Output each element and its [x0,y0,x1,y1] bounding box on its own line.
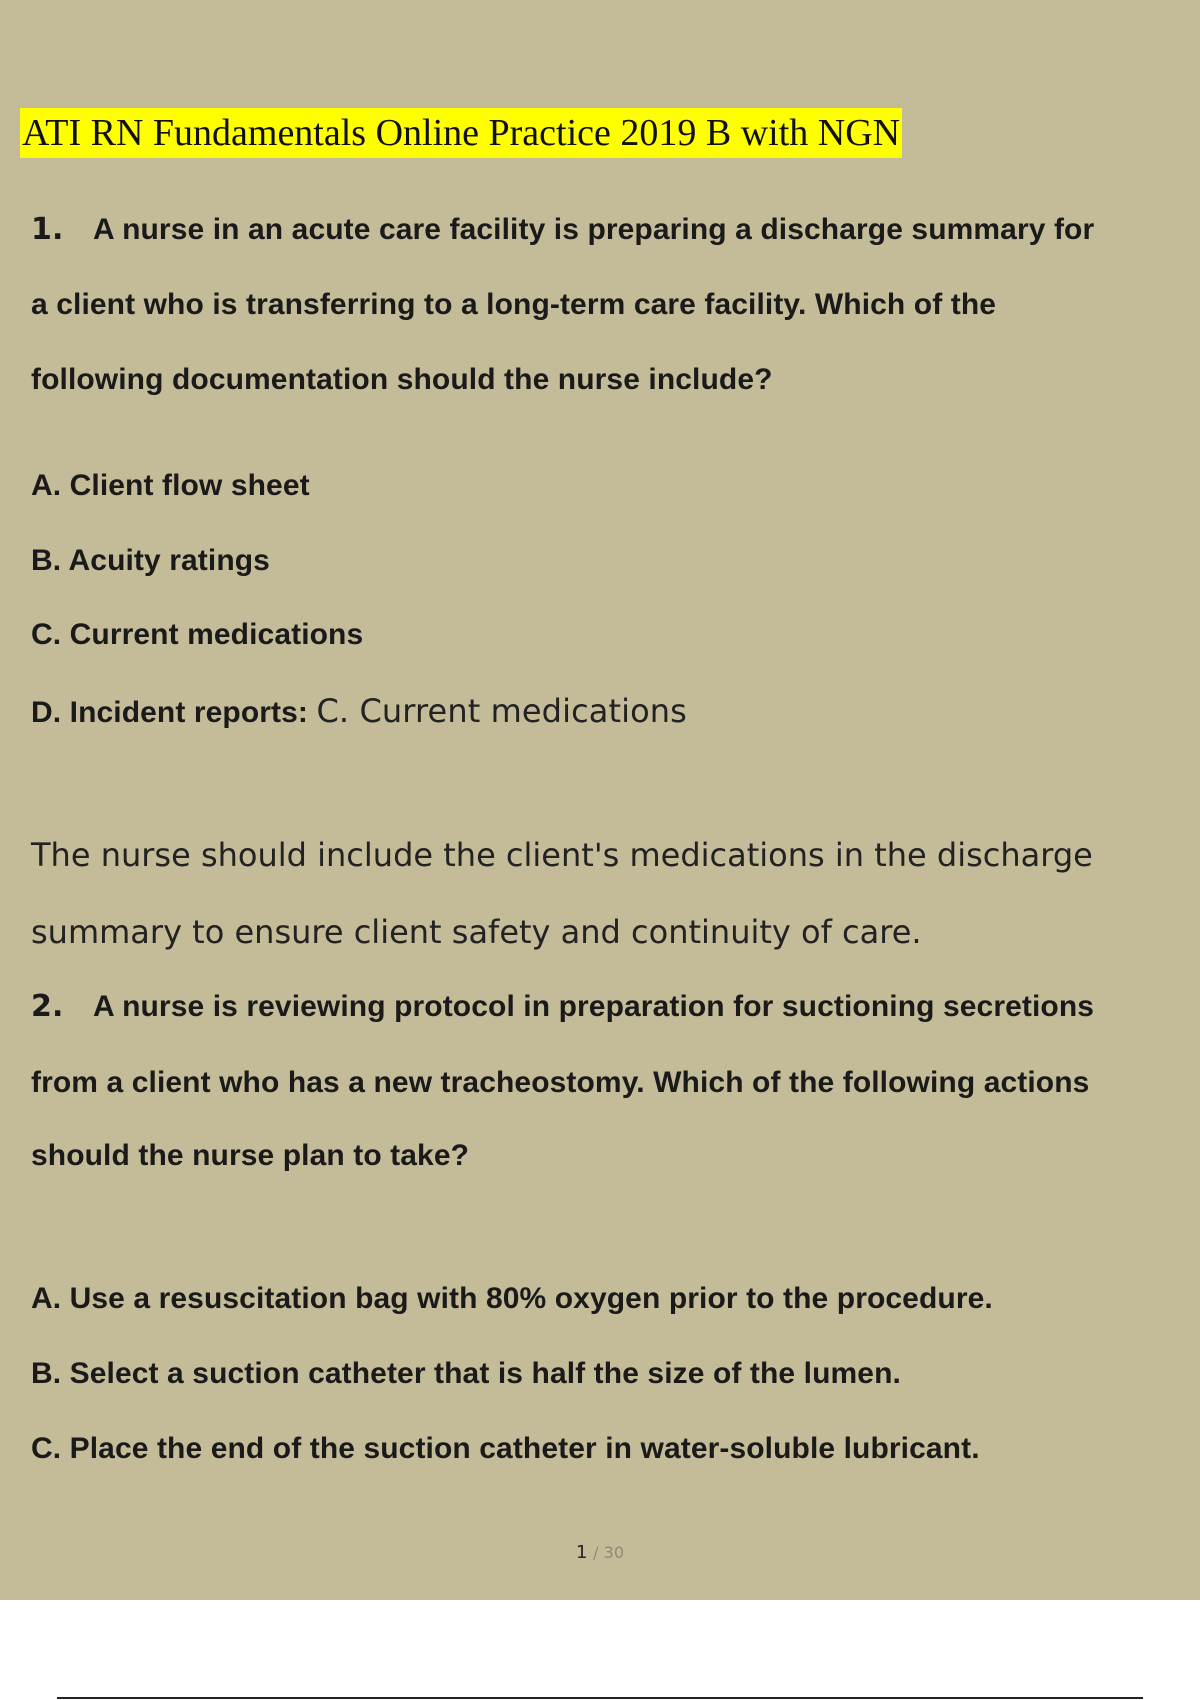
current-page-number: 1 [575,1542,588,1563]
question-1-option-b: B. Acuity ratings [31,544,270,577]
question-2-option-a: A. Use a resuscitation bag with 80% oxygen prior to the procedure. [31,1282,993,1315]
question-1-option-a: A. Client flow sheet [31,469,310,502]
question-1-option-d-text: D. Incident reports: [31,696,309,729]
question-2-stem-line-1 [31,989,1094,1024]
question-2-stem-line-3: should the nurse plan to take? [31,1139,470,1172]
question-1-option-c: C. Current medications [31,618,364,651]
question-1-stem-line-2: a client who is transferring to a long-term care facility. Which of the [31,288,997,321]
question-1-rationale-line-1: The nurse should include the client's medications in the discharge [31,836,1093,874]
question-2-option-b: B. Select a suction catheter that is half the size of the lumen. [31,1357,901,1390]
total-pages: / 30 [593,1543,625,1562]
page-number-indicator [0,1542,1200,1563]
question-1-answer: C. Current medications [316,692,687,730]
question-2-number: 2. [31,989,64,1024]
question-1-stem-text-1: A nurse in an acute care facility is preparing a discharge summary for [93,213,1095,246]
question-1-number: 1. [31,212,64,247]
question-1-option-d [31,692,687,730]
question-1-rationale-line-2: summary to ensure client safety and continuity of care. [31,913,922,951]
question-2-stem-line-2: from a client who has a new tracheostomy. Which of the following actions [31,1066,1090,1099]
question-2-option-c: C. Place the end of the suction catheter in water-soluble lubricant. [31,1432,980,1465]
question-1-stem-line-1 [31,212,1094,247]
question-1-stem-line-3: following documentation should the nurse include? [31,363,773,396]
document-title: ATI RN Fundamentals Online Practice 2019 B with NGN [20,108,902,158]
question-2-stem-text-1: A nurse is reviewing protocol in preparation for suctioning secretions [93,990,1095,1023]
next-page-divider [57,1697,1143,1699]
